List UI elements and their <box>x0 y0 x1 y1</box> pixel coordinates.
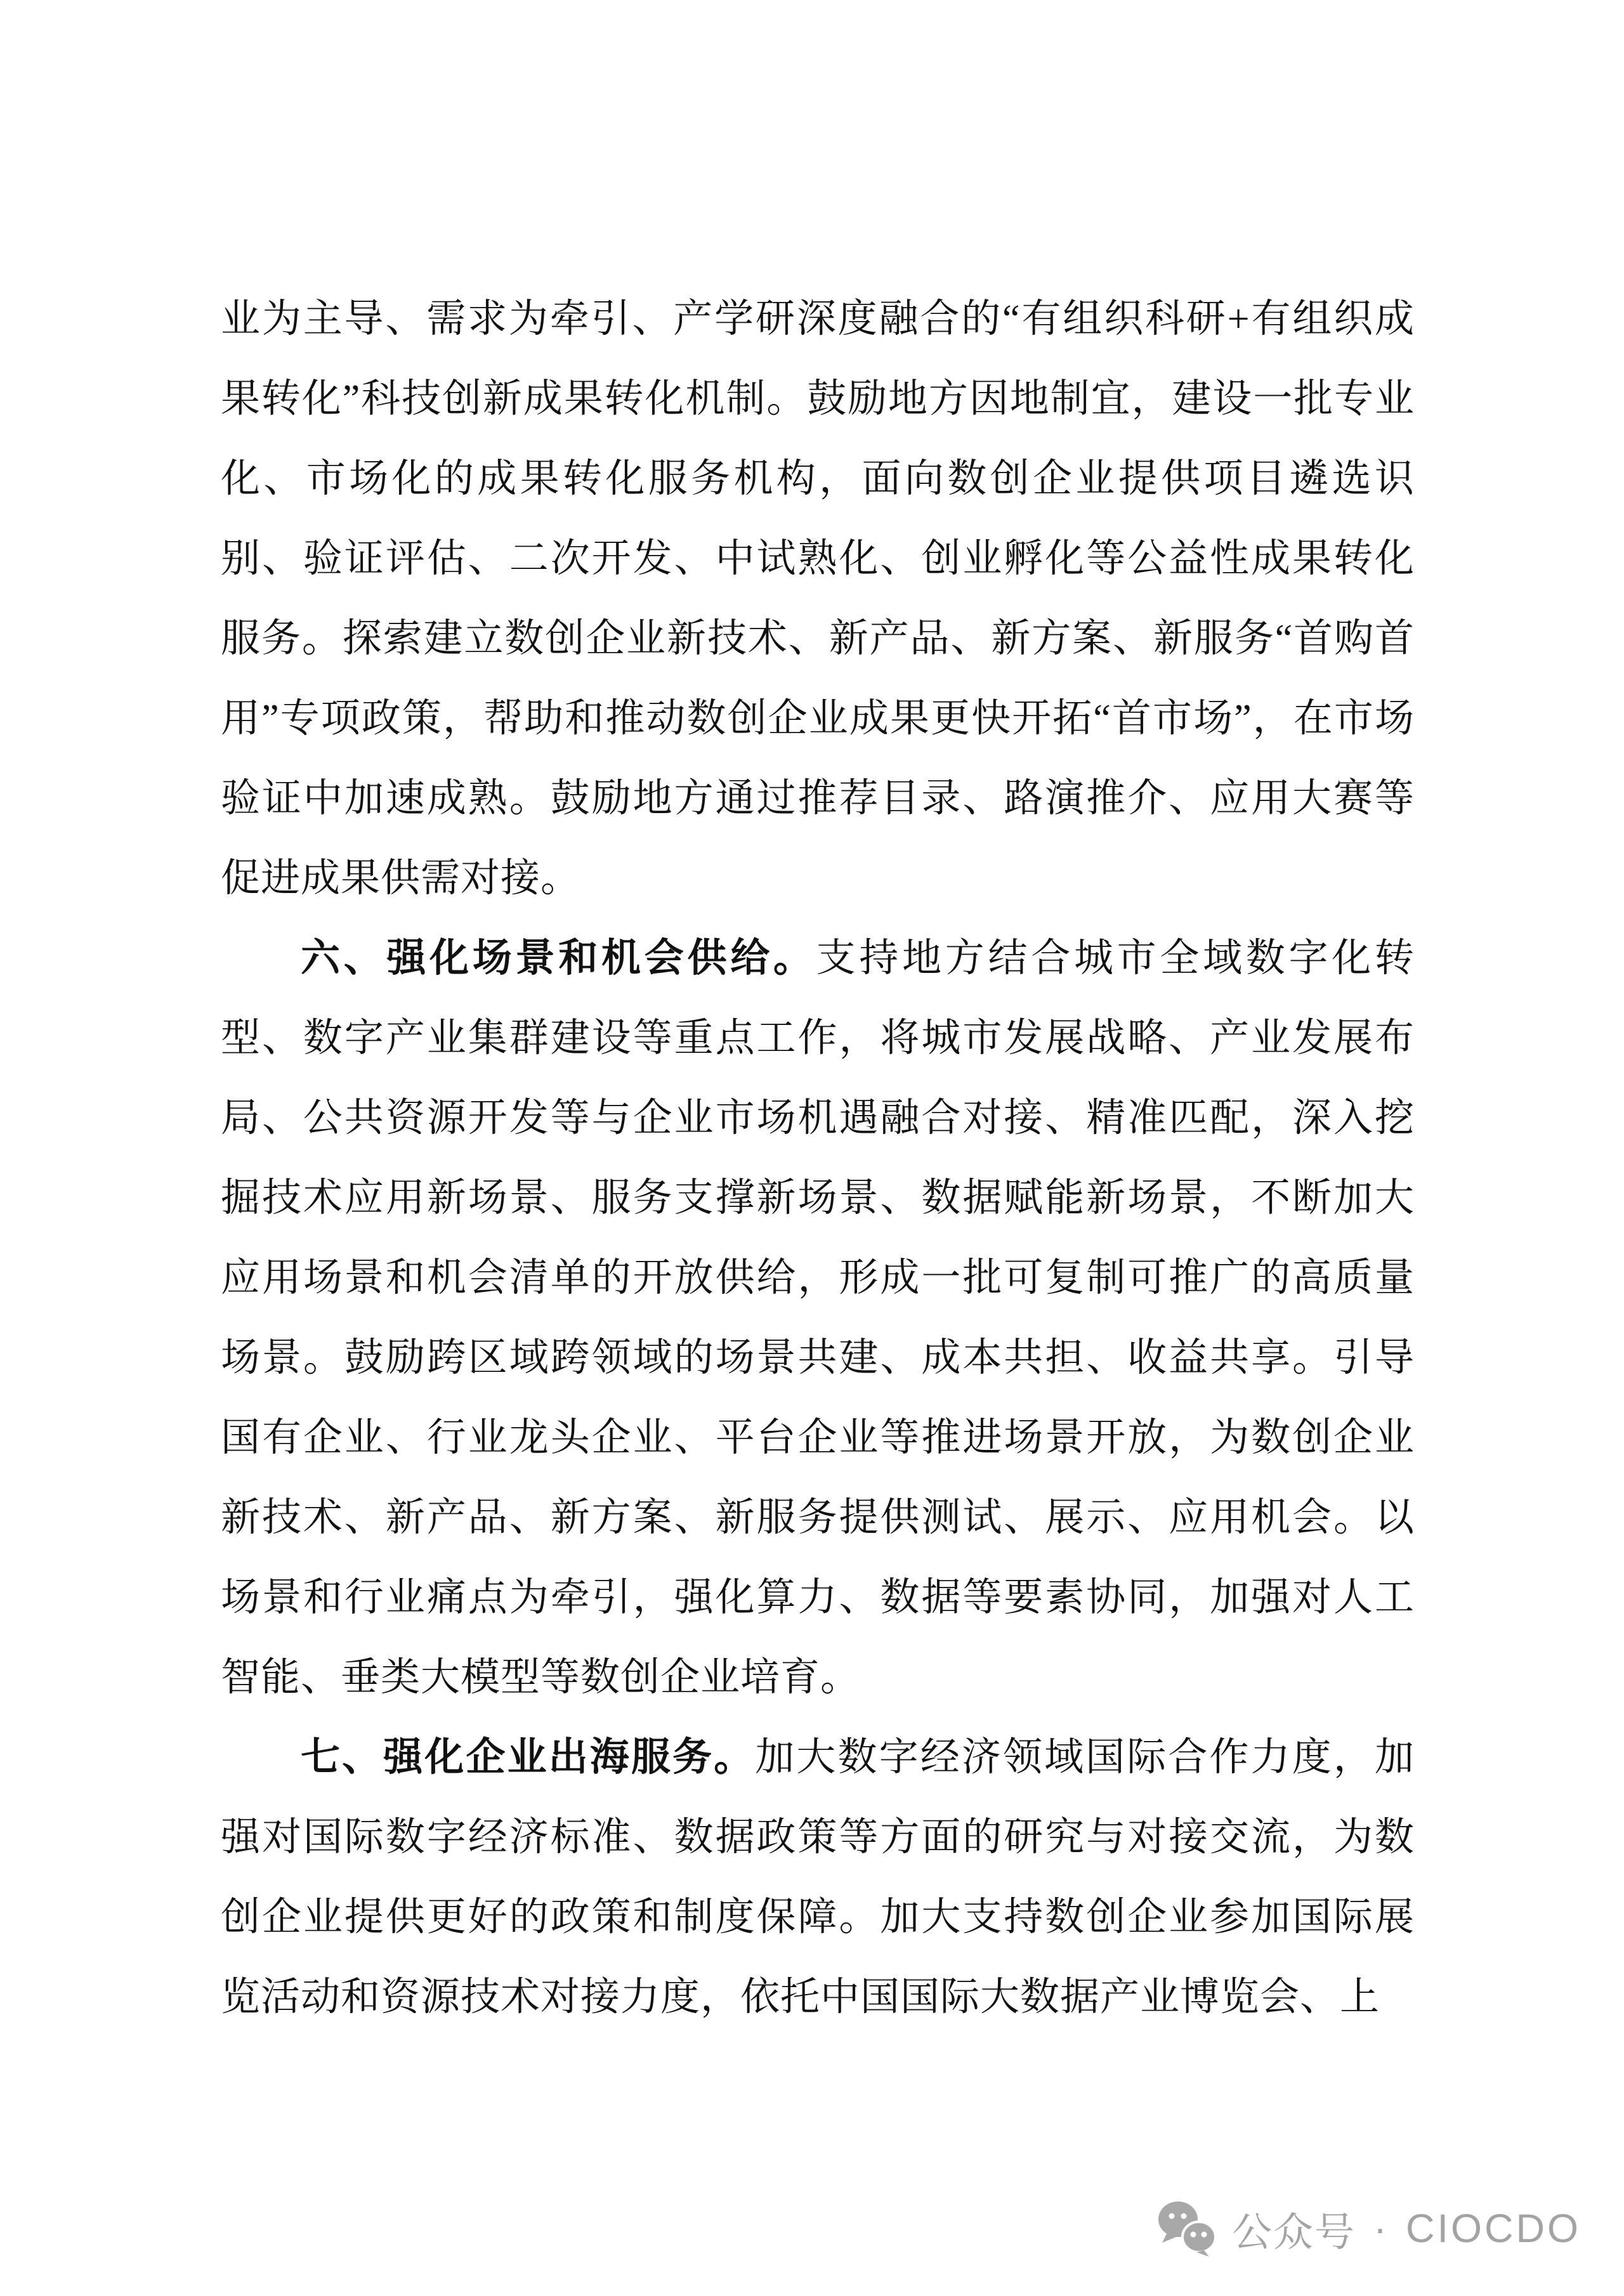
paragraph-text: 业为主导、需求为牵引、产学研深度融合的“有组织科研+有组织成果转化”科技创新成果转化机制。鼓励地方因地制宜，建设一批专业化、市场化的成果转化服务机构，面向数创企业提供项目遴选识别、验证评估、二次开发、中试熟化、创业孵化等公益性成果转化服务。探索建立数创企业新技术、新产品、新方案、新服务“首购首用”专项政策，帮助和推动数创企业成果更快开拓“首市场”，在市场验证中加速成熟。鼓励地方通过推荐目录、路演推介、应用大赛等促进成果供需对接。 <box>221 297 1415 900</box>
document-body <box>221 279 1415 2037</box>
wechat-account-label: 公众号 <box>1232 2210 1356 2255</box>
section-heading: 六、强化场景和机会供给。 <box>301 936 816 980</box>
paragraph <box>221 279 1415 918</box>
footer-separator: · <box>1373 2207 1388 2251</box>
watermark-footer <box>1157 2200 1581 2258</box>
paragraph-text: 支持地方结合城市全域数字化转型、数字产业集群建设等重点工作，将城市发展战略、产业发展布局、公共资源开发等与企业市场机遇融合对接、精准匹配，深入挖掘技术应用新场景、服务支撑新场景、数据赋能新场景，不断加大应用场景和机会清单的开放供给，形成一批可复制可推广的高质量场景。鼓励跨区域跨领域的场景共建、成本共担、收益共享。引导国有企业、行业龙头企业、平台企业等推进场景开放，为数创企业新技术、新产品、新方案、新服务提供测试、展示、应用机会。以场景和行业痛点为牵引，强化算力、数据等要素协同，加强对人工智能、垂类大模型等数创企业培育。 <box>221 937 1415 1699</box>
paragraph <box>221 918 1415 1718</box>
paragraph-text: 加大数字经济领域国际合作力度，加强对国际数字经济标准、数据政策等方面的研究与对接交流，为数创企业提供更好的政策和制度保障。加大支持数创企业参加国际展览活动和资源技术对接力度，依托中国国际大数据产业博览会、上 <box>221 1736 1415 2019</box>
section-heading: 七、强化企业出海服务。 <box>301 1735 756 1779</box>
wechat-icon <box>1157 2201 1221 2257</box>
paragraph <box>221 1718 1415 2037</box>
wechat-account-name: CIOCDO <box>1406 2207 1581 2251</box>
